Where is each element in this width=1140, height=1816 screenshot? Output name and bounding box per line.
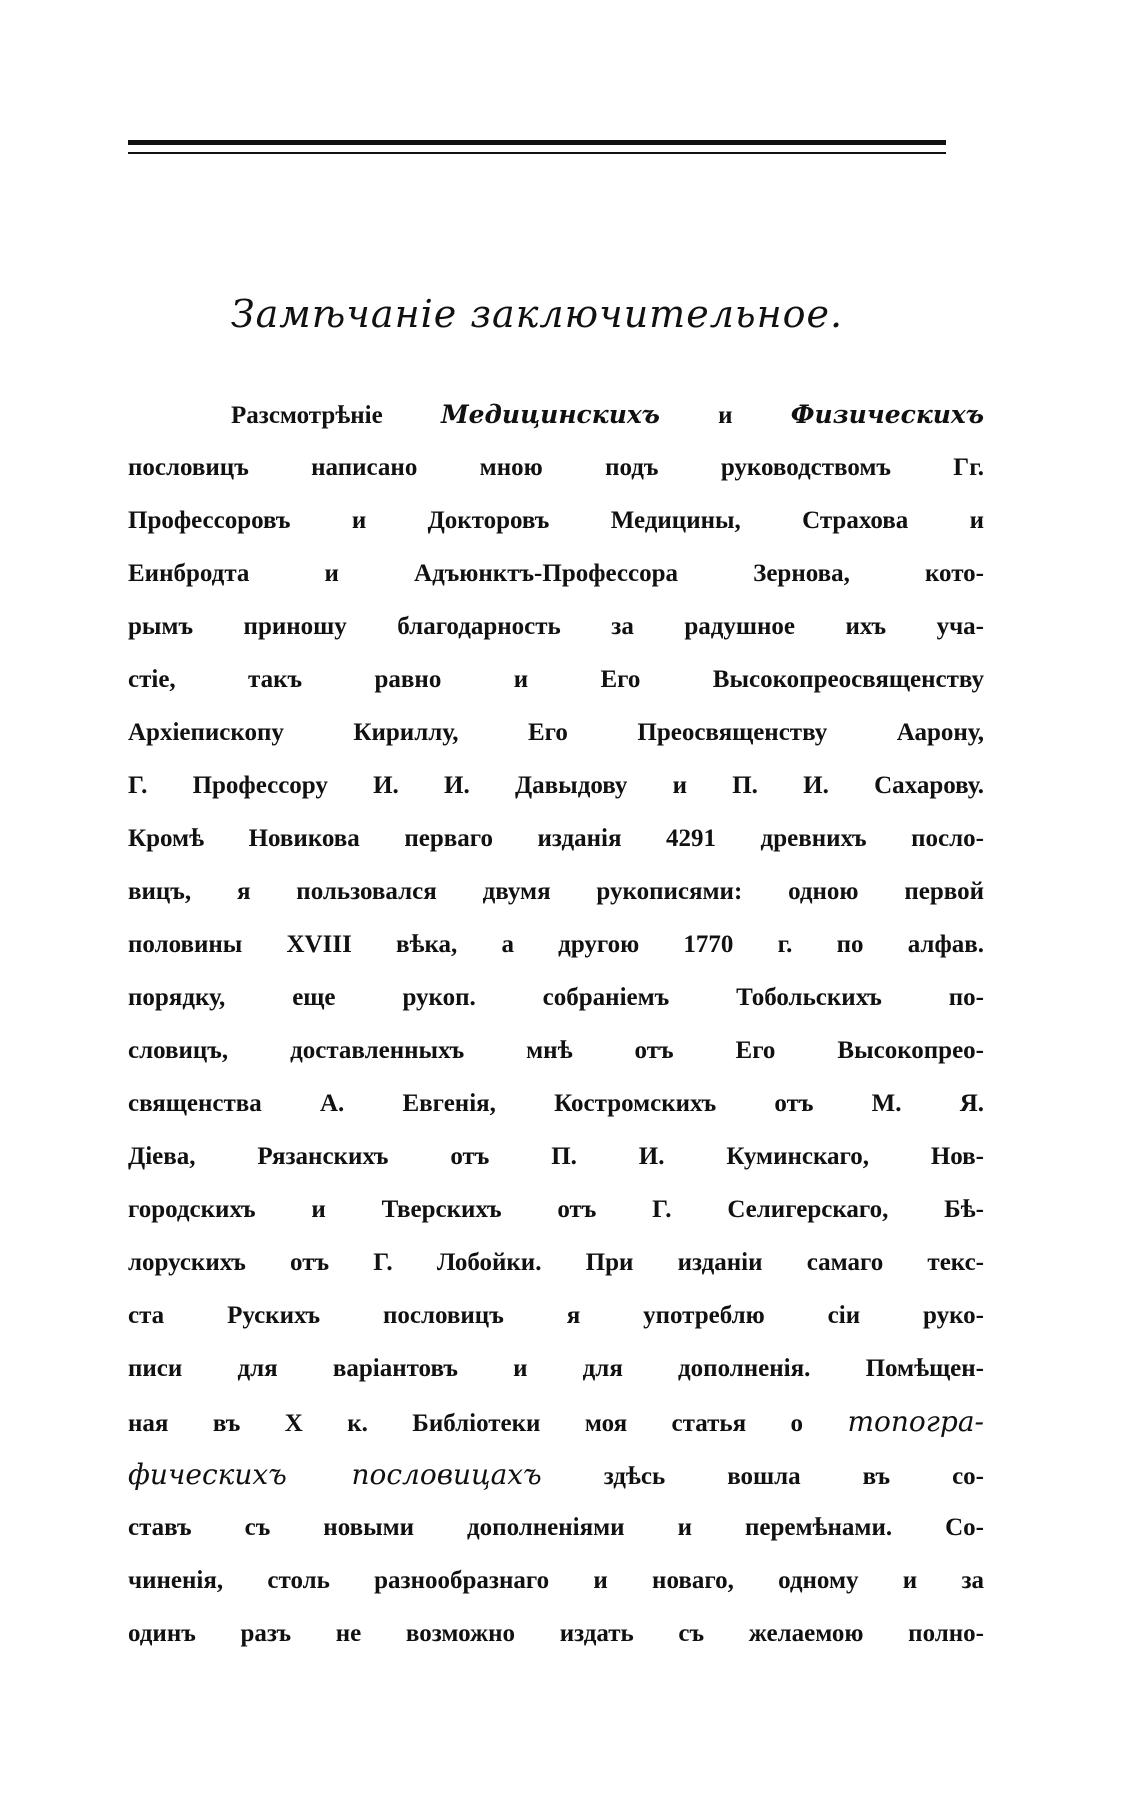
text-run: Архіепископу Кириллу, Его Преосвященству Аарону, [128,719,984,746]
text-line [128,1395,984,1448]
text-run: городскихъ и Тверскихъ отъ Г. Селигерскаго, Бѣ- [128,1196,984,1223]
text-run: стіе, такъ равно и Его Высокопреосвященству [128,666,984,693]
text-line [128,759,984,812]
text-run: ста Рускихъ пословицъ я употреблю сіи руко- [128,1302,984,1329]
text-run: Г. Профессору И. И. Давыдову и П. И. Сахарову. [128,772,984,799]
italic-text-run: фическихъ пословицахъ [128,1458,542,1491]
header-rule-thick [128,140,946,145]
text-run: здѣсь вошла въ со- [541,1463,984,1490]
text-run: ная въ Х к. Библіотеки моя статья о [128,1410,848,1437]
text-run: пословицъ написано мною подъ руководствомъ Гг. [128,454,984,481]
text-line [128,1607,984,1660]
text-run: словицъ, доставленныхъ мнѣ отъ Его Высокопрео- [128,1037,984,1064]
text-line [128,1448,984,1501]
text-run: и [659,402,791,429]
text-run: Кромѣ Новикова перваго изданія 4291 древнихъ посло- [128,825,984,852]
text-line [128,1342,984,1395]
text-run: Профессоровъ и Докторовъ Медицины, Страхова и [128,507,984,534]
text-run: священства А. Евгенія, Костромскихъ отъ М. Я. [128,1090,984,1117]
text-run: рымъ приношу благодарность за радушное ихъ уча- [128,613,984,640]
text-line [128,865,984,918]
text-run: порядку, еще рукоп. собраніемъ Тобольскихъ по- [128,984,984,1011]
italic-text-run: Медицинскихъ [440,400,660,429]
text-line [128,1183,984,1236]
text-line [128,706,984,759]
text-run: чиненія, столь разнообразнаго и новаго, одному и за [128,1567,984,1594]
text-run: половины XVIII вѣка, а другою 1770 г. по алфав. [128,931,984,958]
text-line [128,1236,984,1289]
text-line [128,600,984,653]
header-rule-thin [128,152,946,154]
text-line [128,653,984,706]
text-line [128,494,984,547]
text-run: Діева, Рязанскихъ отъ П. И. Куминскаго, Нов- [128,1143,984,1170]
text-run: писи для варіантовъ и для дополненія. Помѣщен- [128,1355,984,1382]
text-run: одинъ разъ не возможно издать съ желаемою полно- [128,1620,984,1647]
text-run: вицъ, я пользовался двумя рукописями: одною первой [128,878,984,905]
text-line [128,1077,984,1130]
text-run: ставъ съ новыми дополненіями и перемѣнами. Со- [128,1514,984,1541]
text-run: Еинбродта и Адъюнктъ-Профессора Зернова, кото- [128,560,984,587]
italic-text-run: топогра- [847,1405,984,1438]
text-line [128,971,984,1024]
italic-text-run: Физическихъ [790,400,984,429]
text-line [128,1130,984,1183]
text-line [128,812,984,865]
body-paragraph [128,388,984,1660]
text-line [128,918,984,971]
text-line [128,547,984,600]
text-line [128,1501,984,1554]
text-line [128,1289,984,1342]
text-run: Разсмотрѣніе [231,402,441,429]
text-line [128,1554,984,1607]
text-run: лорускихъ отъ Г. Лобойки. При изданіи самаго текс- [128,1249,984,1276]
section-heading: Замѣчаніе заключительное. [230,292,844,336]
text-line [128,441,984,494]
text-line [128,388,984,441]
text-line [128,1024,984,1077]
